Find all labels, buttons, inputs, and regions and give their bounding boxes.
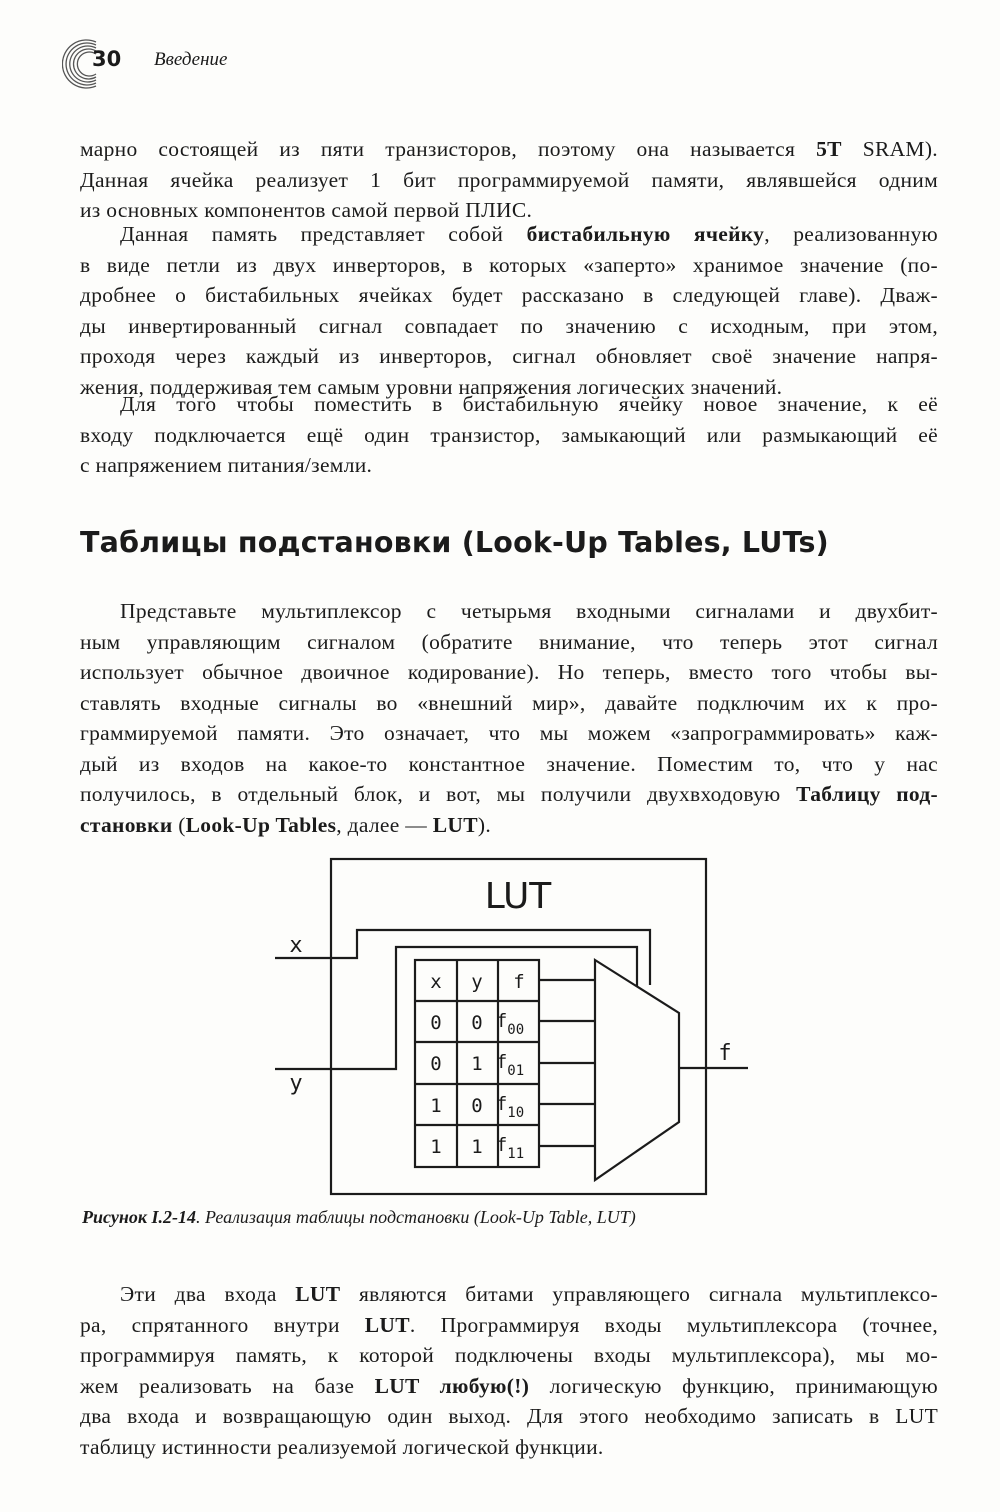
text-line (80, 134, 938, 165)
lut-diagram (270, 850, 760, 1200)
lut-block-label: LUT (484, 876, 552, 917)
table-cell: 0 (471, 1012, 483, 1034)
paragraph-5 (80, 1279, 938, 1462)
text-line (80, 779, 938, 810)
table-cell-f: f (495, 1134, 508, 1156)
table-cell: 0 (430, 1012, 442, 1034)
bold-term: LUT любую(!) (374, 1373, 530, 1398)
text-run: являются битами управляющего сигнала мультиплексо- (340, 1282, 938, 1306)
page-header (62, 34, 462, 94)
text-run: из основных компонентов самой первой ПЛИС. (80, 198, 533, 222)
text-run: проходя через каждый из инверторов, сигнал обновляет своё значение напря- (80, 344, 938, 368)
text-line (80, 280, 938, 311)
table-cell-f: f (495, 1010, 508, 1032)
bold-term: бистабильную ячейку (526, 222, 765, 246)
table-cell (496, 1051, 524, 1079)
table-cell: 0 (430, 1053, 442, 1075)
table-header-f: f (513, 971, 525, 993)
text-run: Эти два входа (120, 1282, 296, 1306)
text-line (80, 1340, 938, 1371)
text-line (80, 450, 938, 481)
bold-term: LUT (364, 1312, 410, 1337)
text-run: Данная ячейка реализует 1 бит программируемой памяти, являвшейся одним (80, 167, 938, 192)
text-run: Данная память представляет собой (120, 222, 527, 246)
bold-term: 5T (816, 137, 842, 161)
text-run: получилось, в отдельный блок, и вот, мы получили двухвходовую (80, 782, 797, 806)
text-line (80, 1310, 938, 1341)
input-y-label: y (289, 1071, 303, 1096)
text-run: жем реализовать на базе (80, 1373, 375, 1398)
table-cell: 1 (430, 1095, 442, 1117)
paragraph-1 (80, 134, 938, 226)
text-line (80, 341, 938, 372)
text-run: ды инвертированный сигнал совпадает по значению с исходным, при этом, (80, 313, 938, 338)
text-line (80, 1279, 938, 1310)
table-cell-f-sub: 11 (507, 1146, 525, 1162)
text-line (80, 1432, 938, 1463)
text-line (80, 165, 938, 196)
text-run: дый из входов на какое-то константное значение. Поместим то, что у нас (80, 751, 938, 776)
output-f-label: f (718, 1041, 732, 1066)
text-run: , реализованную (764, 222, 939, 246)
table-cell: 0 (471, 1095, 483, 1117)
running-title: Введение (154, 49, 228, 70)
paragraph-3 (80, 389, 938, 481)
table-cell: 1 (471, 1136, 483, 1158)
text-line (80, 749, 938, 780)
text-run: ным управляющим сигналом (обратите внимание, что теперь этот сигнал (80, 629, 938, 654)
text-line (80, 1401, 938, 1432)
text-run: Для того чтобы поместить в бистабильную ячейку новое значение, к её (120, 392, 938, 416)
text-run: , далее — (336, 812, 433, 837)
table-cell: 1 (430, 1136, 442, 1158)
table-cell-f-sub: 00 (507, 1022, 525, 1038)
text-line (80, 688, 938, 719)
figure-caption (82, 1207, 636, 1228)
text-run: ра, спрятанного внутри (80, 1312, 365, 1337)
text-run: жения, поддерживая тем самым уровни напряжения логических значений. (80, 374, 783, 399)
bold-term: LUT (295, 1282, 341, 1306)
table-cell: 1 (471, 1053, 483, 1075)
text-line (80, 250, 938, 281)
table-cell-f: f (495, 1093, 508, 1115)
text-line (80, 810, 938, 841)
table-header-y: y (471, 971, 483, 993)
text-line (80, 311, 938, 342)
text-run: с напряжением питания/земли. (80, 453, 373, 477)
table-cell-f-sub: 10 (507, 1105, 525, 1121)
text-run: ). (477, 812, 491, 837)
text-run: таблицу истинности реализуемой логической функции. (80, 1434, 604, 1459)
paragraph-4 (80, 596, 938, 840)
text-line (80, 627, 938, 658)
bold-term: Look-Up Tables (185, 812, 337, 837)
text-line (80, 718, 938, 749)
text-line (80, 596, 938, 627)
text-run: граммируемой памяти. Это означает, что мы можем «запрограммировать» каж- (80, 721, 938, 745)
figure-caption-text: . Реализация таблицы подстановки (Look-Up Table, LUT) (195, 1207, 636, 1227)
text-run: в виде петли из двух инверторов, в которых «заперто» хранимое значение (по- (80, 252, 938, 277)
input-x-label: x (289, 933, 303, 958)
text-run: ставлять входные сигналы во «внешний мир», давайте подключим их к про- (80, 690, 938, 715)
text-run: программируя память, к которой подключены входы мультиплексора), мы мо- (80, 1343, 938, 1367)
section-heading: Таблицы подстановки (Look-Up Tables, LUTs) (80, 526, 829, 559)
multiplexer (595, 960, 679, 1180)
text-run: логическую функцию, принимающую (529, 1373, 938, 1398)
table-header-x: x (430, 971, 442, 993)
table-cell (496, 1134, 524, 1162)
table-cell-f: f (495, 1051, 508, 1073)
text-run: ( (172, 812, 186, 837)
text-run: два входа и возвращающую один выход. Для этого необходимо записать в LUT (80, 1404, 938, 1428)
text-line (80, 219, 938, 250)
text-line (80, 657, 938, 688)
table-cell-f-sub: 01 (507, 1063, 525, 1079)
figure-caption-label: Рисунок I.2-14 (82, 1207, 196, 1227)
text-run: . Программируя входы мультиплексора (точнее, (409, 1312, 938, 1337)
text-run: использует обычное двоичное кодирование). Но теперь, вместо того чтобы вы- (80, 660, 938, 684)
text-line (80, 1371, 938, 1402)
text-line (80, 389, 938, 420)
text-run: дробнее о бистабильных ячейках будет рассказано в следующей главе). Дваж- (80, 283, 938, 307)
text-run: входу подключается ещё один транзистор, замыкающий или размыкающий её (80, 422, 938, 447)
lut-figure (270, 850, 760, 1205)
paragraph-2 (80, 219, 938, 402)
table-cell (496, 1093, 524, 1121)
text-line (80, 420, 938, 451)
text-run: SRAM). (841, 137, 938, 161)
text-run: марно состоящей из пяти транзисторов, поэтому она называется (80, 137, 817, 161)
text-run: Представьте мультиплексор с четырьмя входными сигналами и двухбит- (120, 599, 938, 623)
table-cell (496, 1010, 524, 1038)
bold-term: LUT (432, 812, 478, 837)
bold-term: Таблицу под- (796, 782, 938, 806)
page-number: 30 (92, 47, 122, 71)
bold-term: становки (80, 812, 173, 837)
